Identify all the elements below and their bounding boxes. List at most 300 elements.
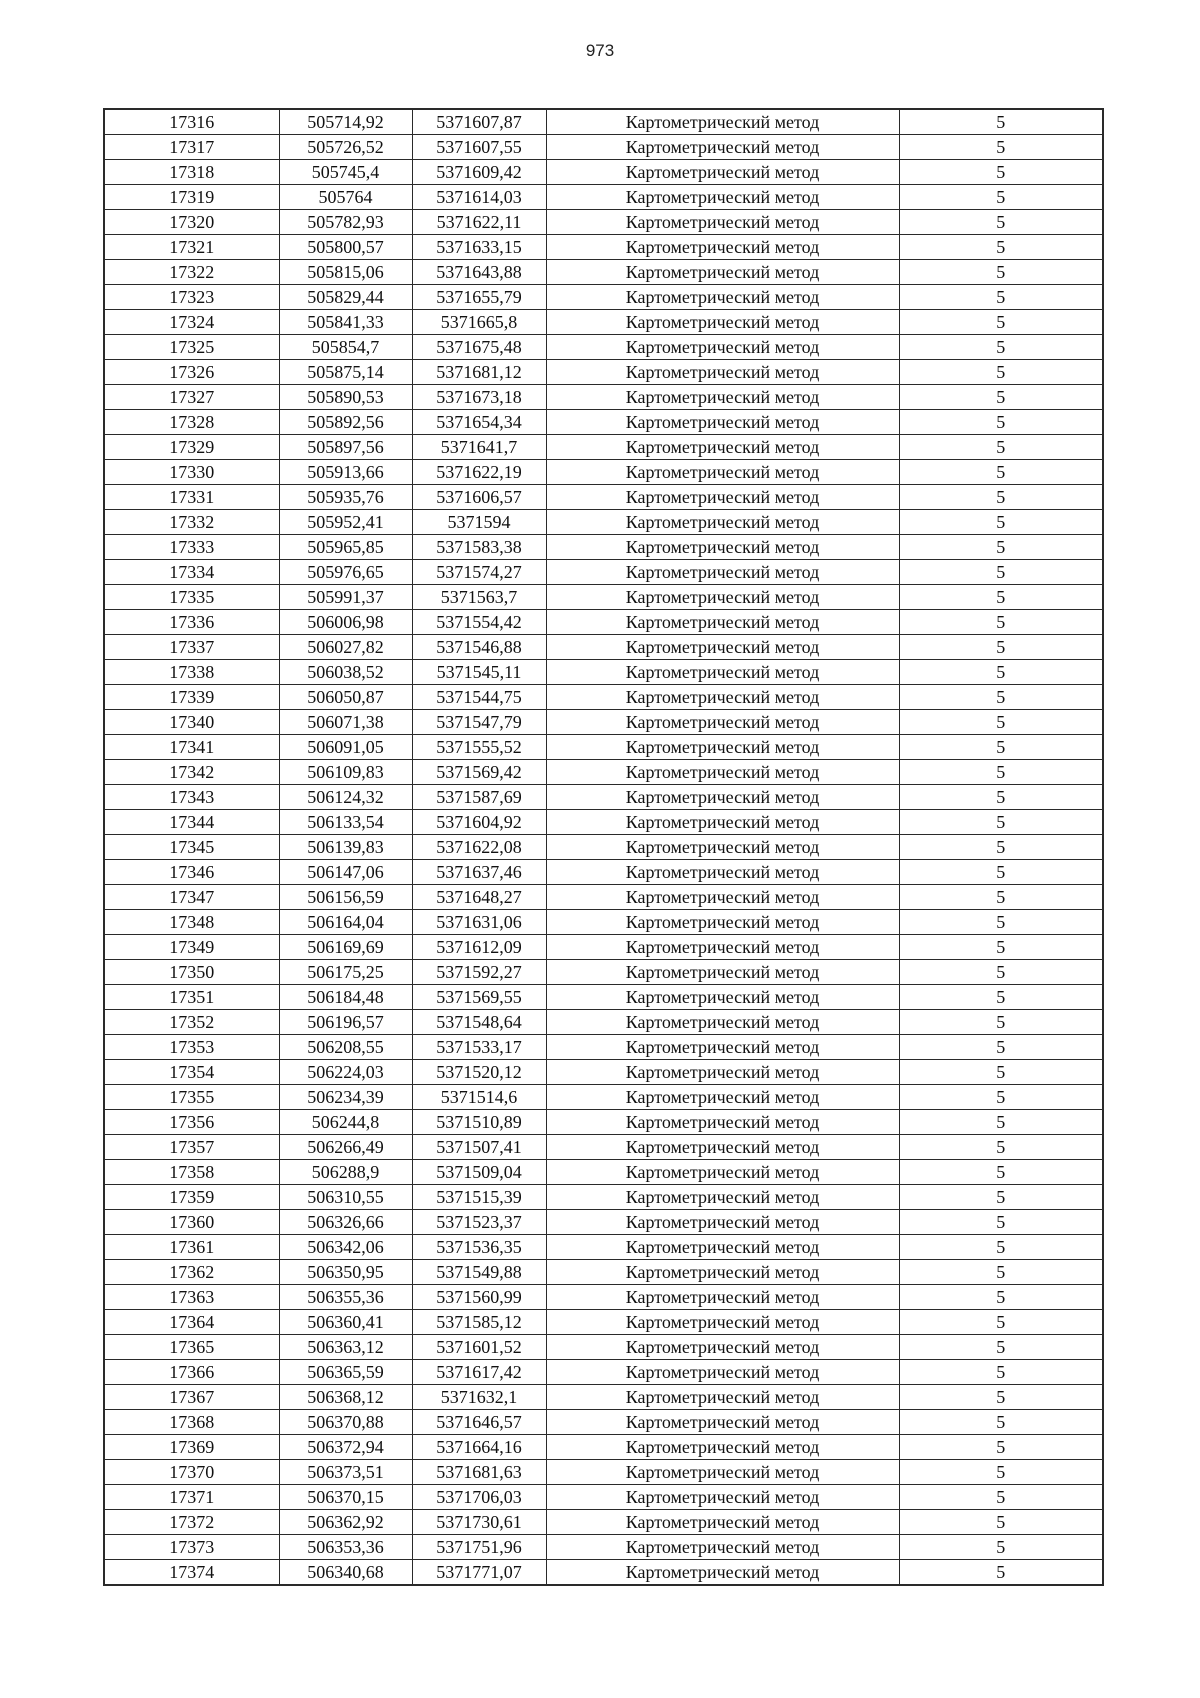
x-coordinate-cell: 505800,57 — [279, 235, 412, 260]
y-coordinate-cell: 5371681,12 — [412, 360, 546, 385]
y-coordinate-cell: 5371583,38 — [412, 535, 546, 560]
x-coordinate-cell: 506373,51 — [279, 1460, 412, 1485]
method-cell: Картометрический метод — [546, 335, 899, 360]
point-number-cell: 17331 — [104, 485, 279, 510]
x-coordinate-cell: 506365,59 — [279, 1360, 412, 1385]
accuracy-cell: 5 — [899, 760, 1103, 785]
y-coordinate-cell: 5371643,88 — [412, 260, 546, 285]
accuracy-cell: 5 — [899, 1385, 1103, 1410]
point-number-cell: 17333 — [104, 535, 279, 560]
table-row — [104, 109, 1103, 135]
method-cell: Картометрический метод — [546, 210, 899, 235]
accuracy-cell: 5 — [899, 1435, 1103, 1460]
method-cell: Картометрический метод — [546, 1335, 899, 1360]
method-cell: Картометрический метод — [546, 785, 899, 810]
method-cell: Картометрический метод — [546, 1085, 899, 1110]
y-coordinate-cell: 5371612,09 — [412, 935, 546, 960]
y-coordinate-cell: 5371569,42 — [412, 760, 546, 785]
y-coordinate-cell: 5371622,11 — [412, 210, 546, 235]
point-number-cell: 17334 — [104, 560, 279, 585]
method-cell: Картометрический метод — [546, 535, 899, 560]
point-number-cell: 17365 — [104, 1335, 279, 1360]
y-coordinate-cell: 5371594 — [412, 510, 546, 535]
accuracy-cell: 5 — [899, 235, 1103, 260]
y-coordinate-cell: 5371515,39 — [412, 1185, 546, 1210]
table-row — [104, 485, 1103, 510]
y-coordinate-cell: 5371604,92 — [412, 810, 546, 835]
x-coordinate-cell: 505764 — [279, 185, 412, 210]
y-coordinate-cell: 5371547,79 — [412, 710, 546, 735]
accuracy-cell: 5 — [899, 735, 1103, 760]
method-cell: Картометрический метод — [546, 885, 899, 910]
x-coordinate-cell: 505714,92 — [279, 109, 412, 135]
accuracy-cell: 5 — [899, 1060, 1103, 1085]
point-number-cell: 17335 — [104, 585, 279, 610]
method-cell: Картометрический метод — [546, 260, 899, 285]
point-number-cell: 17319 — [104, 185, 279, 210]
table-row — [104, 510, 1103, 535]
x-coordinate-cell: 505854,7 — [279, 335, 412, 360]
point-number-cell: 17327 — [104, 385, 279, 410]
accuracy-cell: 5 — [899, 585, 1103, 610]
point-number-cell: 17371 — [104, 1485, 279, 1510]
y-coordinate-cell: 5371523,37 — [412, 1210, 546, 1235]
point-number-cell: 17330 — [104, 460, 279, 485]
page-number: 973 — [585, 41, 615, 60]
x-coordinate-cell: 505875,14 — [279, 360, 412, 385]
table-row — [104, 810, 1103, 835]
y-coordinate-cell: 5371560,99 — [412, 1285, 546, 1310]
point-number-cell: 17344 — [104, 810, 279, 835]
y-coordinate-cell: 5371648,27 — [412, 885, 546, 910]
table-row — [104, 1060, 1103, 1085]
table-row — [104, 260, 1103, 285]
method-cell: Картометрический метод — [546, 685, 899, 710]
accuracy-cell: 5 — [899, 910, 1103, 935]
table-row — [104, 435, 1103, 460]
table-row — [104, 185, 1103, 210]
accuracy-cell: 5 — [899, 835, 1103, 860]
accuracy-cell: 5 — [899, 1510, 1103, 1535]
table-row — [104, 1410, 1103, 1435]
accuracy-cell: 5 — [899, 160, 1103, 185]
point-number-cell: 17339 — [104, 685, 279, 710]
table-row — [104, 160, 1103, 185]
table-row — [104, 1135, 1103, 1160]
point-number-cell: 17341 — [104, 735, 279, 760]
y-coordinate-cell: 5371622,08 — [412, 835, 546, 860]
table-row — [104, 1085, 1103, 1110]
accuracy-cell: 5 — [899, 1085, 1103, 1110]
point-number-cell: 17324 — [104, 310, 279, 335]
accuracy-cell: 5 — [899, 685, 1103, 710]
point-number-cell: 17350 — [104, 960, 279, 985]
method-cell: Картометрический метод — [546, 1485, 899, 1510]
y-coordinate-cell: 5371549,88 — [412, 1260, 546, 1285]
point-number-cell: 17355 — [104, 1085, 279, 1110]
point-number-cell: 17353 — [104, 1035, 279, 1060]
point-number-cell: 17368 — [104, 1410, 279, 1435]
y-coordinate-cell: 5371664,16 — [412, 1435, 546, 1460]
table-row — [104, 335, 1103, 360]
method-cell: Картометрический метод — [546, 1235, 899, 1260]
y-coordinate-cell: 5371509,04 — [412, 1160, 546, 1185]
x-coordinate-cell: 506244,8 — [279, 1110, 412, 1135]
accuracy-cell: 5 — [899, 1285, 1103, 1310]
x-coordinate-cell: 506184,48 — [279, 985, 412, 1010]
x-coordinate-cell: 506350,95 — [279, 1260, 412, 1285]
accuracy-cell: 5 — [899, 1235, 1103, 1260]
accuracy-cell: 5 — [899, 285, 1103, 310]
y-coordinate-cell: 5371654,34 — [412, 410, 546, 435]
y-coordinate-cell: 5371771,07 — [412, 1560, 546, 1586]
point-number-cell: 17354 — [104, 1060, 279, 1085]
y-coordinate-cell: 5371609,42 — [412, 160, 546, 185]
accuracy-cell: 5 — [899, 660, 1103, 685]
y-coordinate-cell: 5371601,52 — [412, 1335, 546, 1360]
point-number-cell: 17318 — [104, 160, 279, 185]
method-cell: Картометрический метод — [546, 285, 899, 310]
x-coordinate-cell: 506147,06 — [279, 860, 412, 885]
x-coordinate-cell: 505991,37 — [279, 585, 412, 610]
accuracy-cell: 5 — [899, 1010, 1103, 1035]
y-coordinate-cell: 5371563,7 — [412, 585, 546, 610]
table-row — [104, 860, 1103, 885]
x-coordinate-cell: 506139,83 — [279, 835, 412, 860]
method-cell: Картометрический метод — [546, 460, 899, 485]
point-number-cell: 17359 — [104, 1185, 279, 1210]
table-row — [104, 1485, 1103, 1510]
x-coordinate-cell: 506362,92 — [279, 1510, 412, 1535]
point-number-cell: 17366 — [104, 1360, 279, 1385]
accuracy-cell: 5 — [899, 1210, 1103, 1235]
point-number-cell: 17372 — [104, 1510, 279, 1535]
y-coordinate-cell: 5371510,89 — [412, 1110, 546, 1135]
table-row — [104, 135, 1103, 160]
method-cell: Картометрический метод — [546, 985, 899, 1010]
y-coordinate-cell: 5371607,55 — [412, 135, 546, 160]
table-row — [104, 1185, 1103, 1210]
x-coordinate-cell: 505815,06 — [279, 260, 412, 285]
accuracy-cell: 5 — [899, 1535, 1103, 1560]
y-coordinate-cell: 5371632,1 — [412, 1385, 546, 1410]
accuracy-cell: 5 — [899, 260, 1103, 285]
accuracy-cell: 5 — [899, 335, 1103, 360]
x-coordinate-cell: 506027,82 — [279, 635, 412, 660]
x-coordinate-cell: 506133,54 — [279, 810, 412, 835]
y-coordinate-cell: 5371646,57 — [412, 1410, 546, 1435]
coordinates-table — [103, 108, 1104, 1586]
table-row — [104, 1385, 1103, 1410]
point-number-cell: 17325 — [104, 335, 279, 360]
y-coordinate-cell: 5371655,79 — [412, 285, 546, 310]
method-cell: Картометрический метод — [546, 760, 899, 785]
y-coordinate-cell: 5371545,11 — [412, 660, 546, 685]
x-coordinate-cell: 506340,68 — [279, 1560, 412, 1586]
table-row — [104, 960, 1103, 985]
point-number-cell: 17360 — [104, 1210, 279, 1235]
table-row — [104, 1535, 1103, 1560]
x-coordinate-cell: 506169,69 — [279, 935, 412, 960]
x-coordinate-cell: 505976,65 — [279, 560, 412, 585]
table-row — [104, 535, 1103, 560]
y-coordinate-cell: 5371637,46 — [412, 860, 546, 885]
method-cell: Картометрический метод — [546, 410, 899, 435]
point-number-cell: 17323 — [104, 285, 279, 310]
table-row — [104, 410, 1103, 435]
table-row — [104, 1360, 1103, 1385]
accuracy-cell: 5 — [899, 410, 1103, 435]
point-number-cell: 17363 — [104, 1285, 279, 1310]
y-coordinate-cell: 5371587,69 — [412, 785, 546, 810]
y-coordinate-cell: 5371641,7 — [412, 435, 546, 460]
accuracy-cell: 5 — [899, 485, 1103, 510]
accuracy-cell: 5 — [899, 1260, 1103, 1285]
x-coordinate-cell: 505965,85 — [279, 535, 412, 560]
point-number-cell: 17349 — [104, 935, 279, 960]
method-cell: Картометрический метод — [546, 235, 899, 260]
table-row — [104, 1110, 1103, 1135]
method-cell: Картометрический метод — [546, 735, 899, 760]
x-coordinate-cell: 505952,41 — [279, 510, 412, 535]
accuracy-cell: 5 — [899, 710, 1103, 735]
accuracy-cell: 5 — [899, 460, 1103, 485]
method-cell: Картометрический метод — [546, 1210, 899, 1235]
x-coordinate-cell: 505745,4 — [279, 160, 412, 185]
accuracy-cell: 5 — [899, 785, 1103, 810]
x-coordinate-cell: 506006,98 — [279, 610, 412, 635]
method-cell: Картометрический метод — [546, 1560, 899, 1586]
method-cell: Картометрический метод — [546, 435, 899, 460]
x-coordinate-cell: 506208,55 — [279, 1035, 412, 1060]
x-coordinate-cell: 506050,87 — [279, 685, 412, 710]
x-coordinate-cell: 505726,52 — [279, 135, 412, 160]
accuracy-cell: 5 — [899, 885, 1103, 910]
accuracy-cell: 5 — [899, 310, 1103, 335]
table-row — [104, 360, 1103, 385]
method-cell: Картометрический метод — [546, 710, 899, 735]
method-cell: Картометрический метод — [546, 935, 899, 960]
table-row — [104, 1035, 1103, 1060]
table-row — [104, 1310, 1103, 1335]
method-cell: Картометрический метод — [546, 385, 899, 410]
x-coordinate-cell: 506224,03 — [279, 1060, 412, 1085]
point-number-cell: 17346 — [104, 860, 279, 885]
x-coordinate-cell: 506124,32 — [279, 785, 412, 810]
method-cell: Картометрический метод — [546, 510, 899, 535]
accuracy-cell: 5 — [899, 810, 1103, 835]
x-coordinate-cell: 506360,41 — [279, 1310, 412, 1335]
y-coordinate-cell: 5371631,06 — [412, 910, 546, 935]
x-coordinate-cell: 506372,94 — [279, 1435, 412, 1460]
table-row — [104, 1010, 1103, 1035]
method-cell: Картометрический метод — [546, 135, 899, 160]
x-coordinate-cell: 506355,36 — [279, 1285, 412, 1310]
method-cell: Картометрический метод — [546, 1435, 899, 1460]
point-number-cell: 17356 — [104, 1110, 279, 1135]
method-cell: Картометрический метод — [546, 1285, 899, 1310]
point-number-cell: 17321 — [104, 235, 279, 260]
x-coordinate-cell: 506370,88 — [279, 1410, 412, 1435]
table-row — [104, 385, 1103, 410]
accuracy-cell: 5 — [899, 535, 1103, 560]
method-cell: Картометрический метод — [546, 1135, 899, 1160]
y-coordinate-cell: 5371665,8 — [412, 310, 546, 335]
point-number-cell: 17338 — [104, 660, 279, 685]
method-cell: Картометрический метод — [546, 660, 899, 685]
accuracy-cell: 5 — [899, 610, 1103, 635]
x-coordinate-cell: 506234,39 — [279, 1085, 412, 1110]
table-row — [104, 1210, 1103, 1235]
table-row — [104, 635, 1103, 660]
table-row — [104, 1335, 1103, 1360]
point-number-cell: 17361 — [104, 1235, 279, 1260]
table-row — [104, 460, 1103, 485]
y-coordinate-cell: 5371614,03 — [412, 185, 546, 210]
point-number-cell: 17374 — [104, 1560, 279, 1586]
y-coordinate-cell: 5371681,63 — [412, 1460, 546, 1485]
table-row — [104, 1285, 1103, 1310]
accuracy-cell: 5 — [899, 1135, 1103, 1160]
x-coordinate-cell: 506091,05 — [279, 735, 412, 760]
point-number-cell: 17326 — [104, 360, 279, 385]
table-row — [104, 1560, 1103, 1586]
accuracy-cell: 5 — [899, 560, 1103, 585]
x-coordinate-cell: 505892,56 — [279, 410, 412, 435]
accuracy-cell: 5 — [899, 109, 1103, 135]
method-cell: Картометрический метод — [546, 835, 899, 860]
accuracy-cell: 5 — [899, 635, 1103, 660]
point-number-cell: 17364 — [104, 1310, 279, 1335]
y-coordinate-cell: 5371607,87 — [412, 109, 546, 135]
x-coordinate-cell: 506038,52 — [279, 660, 412, 685]
method-cell: Картометрический метод — [546, 160, 899, 185]
point-number-cell: 17343 — [104, 785, 279, 810]
method-cell: Картометрический метод — [546, 1060, 899, 1085]
table-row — [104, 760, 1103, 785]
point-number-cell: 17370 — [104, 1460, 279, 1485]
x-coordinate-cell: 506109,83 — [279, 760, 412, 785]
table-row — [104, 560, 1103, 585]
point-number-cell: 17352 — [104, 1010, 279, 1035]
method-cell: Картометрический метод — [546, 1185, 899, 1210]
point-number-cell: 17345 — [104, 835, 279, 860]
point-number-cell: 17336 — [104, 610, 279, 635]
y-coordinate-cell: 5371548,64 — [412, 1010, 546, 1035]
y-coordinate-cell: 5371555,52 — [412, 735, 546, 760]
table-row — [104, 610, 1103, 635]
point-number-cell: 17369 — [104, 1435, 279, 1460]
accuracy-cell: 5 — [899, 935, 1103, 960]
table-row — [104, 585, 1103, 610]
table-row — [104, 210, 1103, 235]
accuracy-cell: 5 — [899, 1310, 1103, 1335]
y-coordinate-cell: 5371574,27 — [412, 560, 546, 585]
x-coordinate-cell: 505890,53 — [279, 385, 412, 410]
accuracy-cell: 5 — [899, 1035, 1103, 1060]
table-row — [104, 285, 1103, 310]
table-row — [104, 910, 1103, 935]
method-cell: Картометрический метод — [546, 1410, 899, 1435]
y-coordinate-cell: 5371546,88 — [412, 635, 546, 660]
accuracy-cell: 5 — [899, 960, 1103, 985]
point-number-cell: 17316 — [104, 109, 279, 135]
accuracy-cell: 5 — [899, 1410, 1103, 1435]
point-number-cell: 17357 — [104, 1135, 279, 1160]
point-number-cell: 17358 — [104, 1160, 279, 1185]
method-cell: Картометрический метод — [546, 635, 899, 660]
method-cell: Картометрический метод — [546, 585, 899, 610]
method-cell: Картометрический метод — [546, 185, 899, 210]
accuracy-cell: 5 — [899, 1560, 1103, 1586]
point-number-cell: 17348 — [104, 910, 279, 935]
point-number-cell: 17373 — [104, 1535, 279, 1560]
accuracy-cell: 5 — [899, 135, 1103, 160]
y-coordinate-cell: 5371633,15 — [412, 235, 546, 260]
table-row — [104, 935, 1103, 960]
accuracy-cell: 5 — [899, 360, 1103, 385]
method-cell: Картометрический метод — [546, 109, 899, 135]
accuracy-cell: 5 — [899, 1160, 1103, 1185]
method-cell: Картометрический метод — [546, 560, 899, 585]
x-coordinate-cell: 505897,56 — [279, 435, 412, 460]
method-cell: Картометрический метод — [546, 960, 899, 985]
accuracy-cell: 5 — [899, 435, 1103, 460]
y-coordinate-cell: 5371536,35 — [412, 1235, 546, 1260]
x-coordinate-cell: 506266,49 — [279, 1135, 412, 1160]
y-coordinate-cell: 5371706,03 — [412, 1485, 546, 1510]
point-number-cell: 17320 — [104, 210, 279, 235]
y-coordinate-cell: 5371606,57 — [412, 485, 546, 510]
y-coordinate-cell: 5371675,48 — [412, 335, 546, 360]
x-coordinate-cell: 505829,44 — [279, 285, 412, 310]
x-coordinate-cell: 506353,36 — [279, 1535, 412, 1560]
y-coordinate-cell: 5371544,75 — [412, 685, 546, 710]
table-row — [104, 1160, 1103, 1185]
method-cell: Картометрический метод — [546, 860, 899, 885]
point-number-cell: 17340 — [104, 710, 279, 735]
y-coordinate-cell: 5371751,96 — [412, 1535, 546, 1560]
y-coordinate-cell: 5371520,12 — [412, 1060, 546, 1085]
table-row — [104, 1510, 1103, 1535]
table-row — [104, 710, 1103, 735]
table-row — [104, 685, 1103, 710]
accuracy-cell: 5 — [899, 1110, 1103, 1135]
x-coordinate-cell: 506196,57 — [279, 1010, 412, 1035]
x-coordinate-cell: 505913,66 — [279, 460, 412, 485]
accuracy-cell: 5 — [899, 1185, 1103, 1210]
x-coordinate-cell: 506363,12 — [279, 1335, 412, 1360]
method-cell: Картометрический метод — [546, 1110, 899, 1135]
table-row — [104, 235, 1103, 260]
coordinates-table-body — [104, 109, 1103, 1585]
x-coordinate-cell: 506156,59 — [279, 885, 412, 910]
point-number-cell: 17317 — [104, 135, 279, 160]
table-row — [104, 735, 1103, 760]
y-coordinate-cell: 5371514,6 — [412, 1085, 546, 1110]
point-number-cell: 17337 — [104, 635, 279, 660]
accuracy-cell: 5 — [899, 985, 1103, 1010]
accuracy-cell: 5 — [899, 1485, 1103, 1510]
table-row — [104, 835, 1103, 860]
x-coordinate-cell: 506175,25 — [279, 960, 412, 985]
method-cell: Картометрический метод — [546, 360, 899, 385]
point-number-cell: 17342 — [104, 760, 279, 785]
method-cell: Картометрический метод — [546, 1510, 899, 1535]
table-row — [104, 885, 1103, 910]
accuracy-cell: 5 — [899, 185, 1103, 210]
y-coordinate-cell: 5371554,42 — [412, 610, 546, 635]
